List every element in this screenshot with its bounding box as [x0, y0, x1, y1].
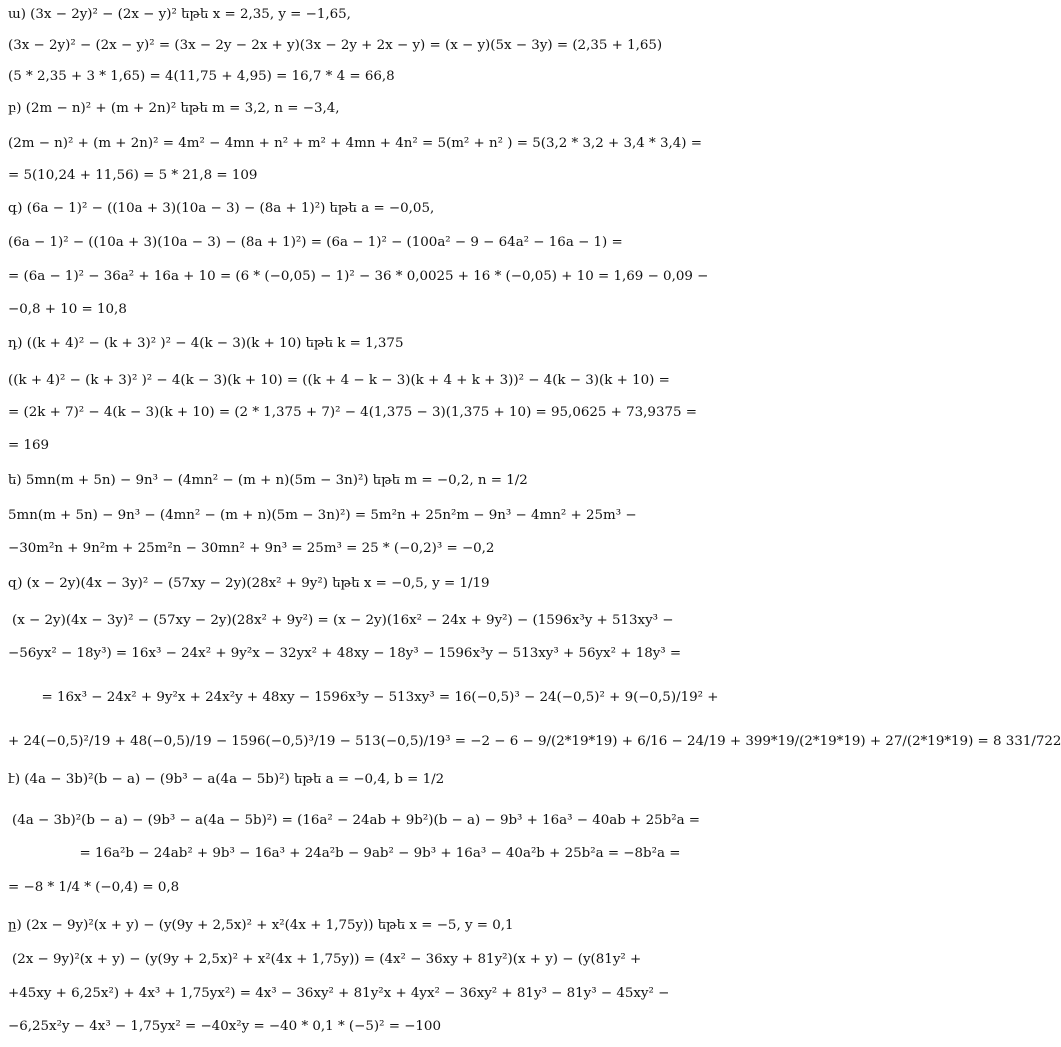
- problem-b-line-2: = 5(10,24 + 11,56) = 5 * 21,8 = 109: [8, 168, 258, 183]
- problem-d-line-2: = (2k + 7)² − 4(k − 3)(k + 10) = (2 * 1,375 + 7)² − 4(1,375 − 3)(1,375 + 10) = 95,0625 + 73,9375 =: [8, 405, 697, 420]
- problem-e2-line-3: = −8 * 1/4 * (−0,4) = 0,8: [8, 880, 180, 895]
- problem-d-line-3: = 169: [8, 438, 50, 453]
- problem-a-line-2: (5 * 2,35 + 3 * 1,65) = 4(11,75 + 4,95) = 16,7 * 4 = 66,8: [8, 69, 395, 84]
- problem-e-line-2: −30m²n + 9n²m + 25m²n − 30mn² + 9n³ = 25m³ = 25 * (−0,2)³ = −0,2: [8, 541, 495, 556]
- problem-e-line-1: 5mn(m + 5n) − 9n³ − (4mn² − (m + n)(5m − 3n)²) = 5m²n + 25n²m − 9n³ − 4mn² + 25m³ −: [8, 508, 637, 523]
- problem-d-statement: դ) ((k + 4)² − (k + 3)² )² − 4(k − 3)(k + 10) եթե k = 1,375: [8, 336, 404, 351]
- problem-r-statement: ը) (2x − 9y)²(x + y) − (y(9y + 2,5x)² + x²(4x + 1,75y)) եթե x = −5, y = 0,1: [8, 918, 514, 933]
- problem-z-line-3: = 16x³ − 24x² + 9y²x + 24x²y + 48xy − 1596x³y − 513xy³ = 16(−0,5)³ − 24(−0,5)² + 9(−0,5)/19² +: [41, 690, 719, 705]
- problem-g-statement: գ) (6a − 1)² − ((10a + 3)(10a − 3) − (8a + 1)²) եթե a = −0,05,: [8, 201, 435, 216]
- problem-e2-line-1: (4a − 3b)²(b − a) − (9b³ − a(4a − 5b)²) = (16a² − 24ab + 9b²)(b − a) − 9b³ + 16a³ − 40ab + 25b²a =: [12, 813, 701, 828]
- problem-g-line-3: −0,8 + 10 = 10,8: [8, 302, 127, 317]
- problem-z-line-2: −56yx² − 18y³) = 16x³ − 24x² + 9y²x − 32yx² + 48xy − 18y³ − 1596x³y − 513xy³ + 56yx² + 18y³ =: [8, 646, 682, 661]
- problem-g-line-1: (6a − 1)² − ((10a + 3)(10a − 3) − (8a + 1)²) = (6a − 1)² − (100a² − 9 − 64a² − 16a − 1) =: [8, 235, 623, 250]
- problem-e2-line-2: = 16a²b − 24ab² + 9b³ − 16a³ + 24a²b − 9ab² − 9b³ + 16a³ − 40a²b + 25b²a = −8b²a =: [79, 846, 681, 861]
- problem-a-line-1: (3x − 2y)² − (2x − y)² = (3x − 2y − 2x + y)(3x − 2y + 2x − y) = (x − y)(5x − 3y) = (2,35 + 1,65): [8, 38, 663, 53]
- problem-g-line-2: = (6a − 1)² − 36a² + 16a + 10 = (6 * (−0,05) − 1)² − 36 * 0,0025 + 16 * (−0,05) + 10 = 1,69 − 0,09 −: [8, 269, 709, 284]
- problem-d-line-1: ((k + 4)² − (k + 3)² )² − 4(k − 3)(k + 10) = ((k + 4 − k − 3)(k + 4 + k + 3))² − 4(k − 3)(k + 10) =: [8, 373, 670, 388]
- problem-r-line-1: (2x − 9y)²(x + y) − (y(9y + 2,5x)² + x²(4x + 1,75y)) = (4x² − 36xy + 81y²)(x + y) − (y(81y² +: [12, 952, 642, 967]
- problem-z-statement: զ) (x − 2y)(4x − 3y)² − (57xy − 2y)(28x² + 9y²) եթե x = −0,5, y = 1/19: [8, 576, 490, 591]
- problem-r-line-2: +45xy + 6,25x²) + 4x³ + 1,75yx²) = 4x³ − 36xy² + 81y²x + 4yx² − 36xy² + 81y³ − 81y³ − 45xy² −: [8, 986, 670, 1001]
- problem-e2-statement: է) (4a − 3b)²(b − a) − (9b³ − a(4a − 5b)²) եթե a = −0,4, b = 1/2: [8, 772, 445, 787]
- problem-b-statement: բ) (2m − n)² + (m + 2n)² եթե m = 3,2, n = −3,4,: [8, 101, 340, 116]
- problem-z-line-1: (x − 2y)(4x − 3y)² − (57xy − 2y)(28x² + 9y²) = (x − 2y)(16x² − 24x + 9y²) − (1596x³y + 513xy³ −: [12, 613, 674, 628]
- problem-e-statement: ե) 5mn(m + 5n) − 9n³ − (4mn² − (m + n)(5m − 3n)²) եթե m = −0,2, n = 1/2: [8, 473, 528, 488]
- problem-b-line-1: (2m − n)² + (m + 2n)² = 4m² − 4mn + n² + m² + 4mn + 4n² = 5(m² + n² ) = 5(3,2 * 3,2 + 3,4 * 3,4) =: [8, 136, 703, 151]
- problem-z-line-4: + 24(−0,5)²/19 + 48(−0,5)/19 − 1596(−0,5)³/19 − 513(−0,5)/19³ = −2 − 6 − 9/(2*19*19) + 6/16 − 24/19 + 399*19/(2*19*19) + 27/(2*19*19) = 8 331/722: [8, 734, 1061, 749]
- problem-a-statement: ա) (3x − 2y)² − (2x − y)² եթե x = 2,35, y = −1,65,: [8, 7, 351, 22]
- problem-r-line-3: −6,25x²y − 4x³ − 1,75yx² = −40x²y = −40 * 0,1 * (−5)² = −100: [8, 1019, 441, 1034]
